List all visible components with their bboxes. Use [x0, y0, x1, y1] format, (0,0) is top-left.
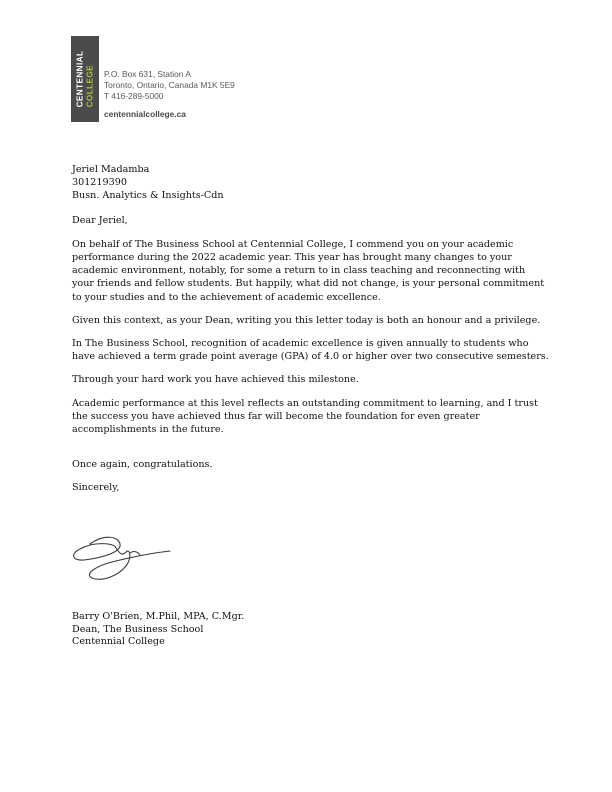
handwritten-signature — [68, 522, 172, 584]
recipient-name: Jeriel Madamba — [72, 164, 150, 175]
paragraph-outlook: Academic performance at this level reflects an outstanding commitment to learning, and I trust the success you have achieved thus far will become the foundation for even greater accomplishments in the future. — [72, 397, 538, 436]
recipient-block — [72, 163, 550, 203]
college-address — [104, 69, 235, 103]
signature-block — [72, 611, 244, 649]
salutation: Dear Jeriel, — [72, 214, 128, 226]
valediction: Sincerely, — [72, 482, 120, 494]
recipient-program: Busn. Analytics & Insights-Cdn — [72, 190, 224, 202]
paragraph-recognition: In The Business School, recognition of academic excellence is given annually to students who have achieved a term grade point average (GPA) of 4.0 or higher over two consecutive semesters. — [72, 338, 549, 363]
college-logo — [71, 36, 99, 122]
address-line-city: Toronto, Ontario, Canada M1K 5E9 — [104, 80, 235, 91]
logo-text — [76, 51, 95, 108]
paragraph-commendation: On behalf of The Business School at Centennial College, I commend you on your academic performance during the 2022 academic year. This year has brought many changes to your academic environment, notably, for some a return to in class teaching and reconnecting with your friends and fellow students. But happily, what did not change, is your personal commitment to your studies and to the achievement of academic excellence. — [72, 238, 545, 303]
signatory-organization: Centennial College — [72, 636, 165, 648]
letter-body — [72, 163, 550, 495]
paragraph-honour: Given this context, as your Dean, writing you this letter today is both an honour and a privilege. — [72, 314, 541, 326]
signatory-name: Barry O'Brien, M.Phil, MPA, C.Mgr. — [72, 611, 245, 622]
logo-line-1: CENTENNIAL — [75, 50, 85, 108]
address-line-po-box: P.O. Box 631, Station A — [104, 69, 191, 79]
signatory-title: Dean, The Business School — [72, 623, 204, 635]
college-website: centennialcollege.ca — [104, 109, 186, 119]
closing-line: Once again, congratulations. — [72, 459, 213, 471]
address-line-phone: T 416-289-5000 — [104, 91, 164, 102]
recipient-student-id: 301219390 — [72, 177, 127, 189]
logo-line-2: COLLEGE — [85, 65, 94, 108]
paragraph-milestone: Through your hard work you have achieved this milestone. — [72, 374, 359, 386]
